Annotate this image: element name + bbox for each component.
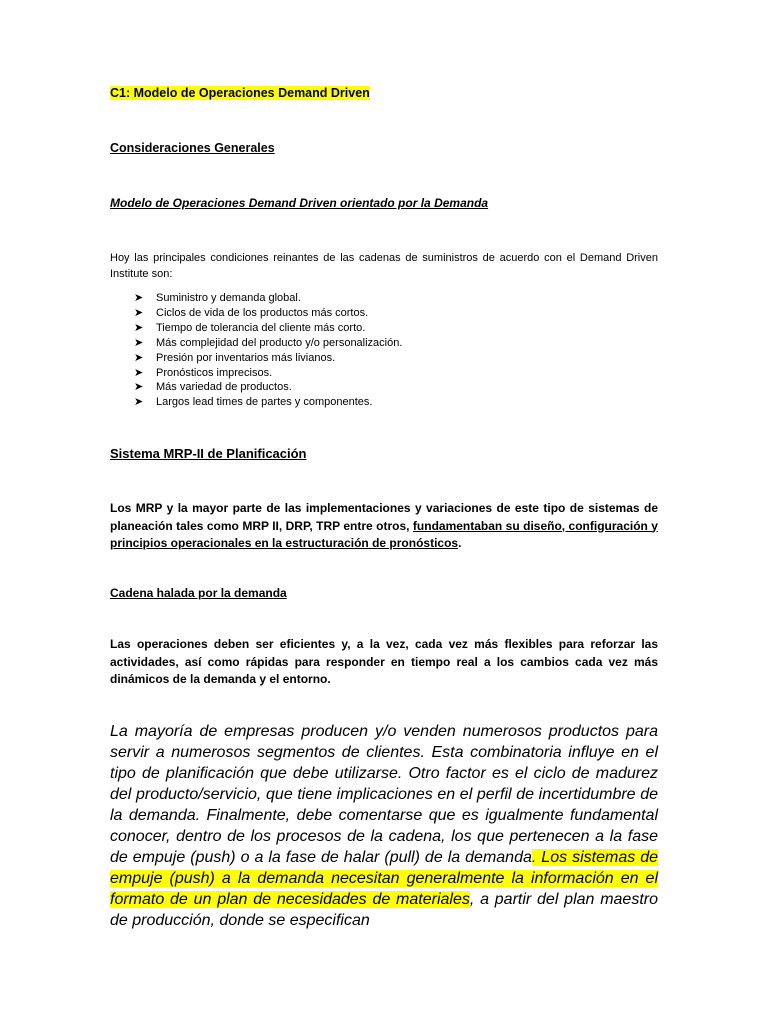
heading-sistema-mrp: Sistema MRP-II de Planificación [110, 446, 307, 461]
list-item: ➤ Largos lead times de partes y componentes. [134, 396, 373, 409]
highlighted-text: . Los sistemas de empuje (push) a la demanda necesitan generalmente la información en el formato de un plan de necesidades de materiales [110, 849, 659, 908]
document-title [110, 86, 658, 100]
arrowhead-bullet-icon: ➤ [134, 396, 144, 409]
planning-paragraph: La mayoría de empresas producen y/o venden numerosos productos para servir a numerosos segmentos de clientes. Esta combinatoria influye en el tipo de planificación que debe utilizarse. Otro factor es el ciclo de madurez del producto/servicio, que tiene implicaciones en el perfil de incertidumbre de la demanda. Finalmente, debe comentarse que es igualmente fundamental conocer, dentro de los procesos de la cadena, los que pertenecen a la fase de empuje (push) o a la fase de halar (pull) de la demanda. Los sistemas de empuje (push) a la demanda necesitan generalmente la información en el formato de un plan de necesidades de materiales, a partir del plan maestro de producción, donde se especifican [110, 723, 659, 929]
arrowhead-bullet-icon: ➤ [134, 321, 144, 334]
conditions-list [110, 291, 658, 410]
arrowhead-bullet-icon: ➤ [134, 366, 144, 379]
heading-modelo: Modelo de Operaciones Demand Driven orientado por la Demanda [110, 196, 489, 210]
list-item: ➤ Presión por inventarios más livianos. [134, 351, 336, 364]
arrowhead-bullet-icon: ➤ [134, 292, 144, 304]
list-item: ➤ Más complejidad del producto y/o personalización. [134, 336, 403, 349]
list-item: ➤ Más variedad de productos. [134, 381, 292, 394]
title-highlight: C1: Modelo de Operaciones Demand Driven [110, 86, 370, 100]
mrp-paragraph: Los MRP y la mayor parte de las implementaciones y variaciones de este tipo de sistemas de planeación tales como MRP II, DRP, TRP entre otros, fundamentaban su diseño, configuración y principios operacionales en la estructuración de pronósticos. [110, 501, 658, 550]
list-item: ➤ Pronósticos imprecisos. [134, 366, 273, 379]
arrowhead-bullet-icon: ➤ [134, 381, 144, 394]
mrp-underlined-text: fundamentaban su diseño, configuración y principios operacionales en la estructuración de pronósticos [110, 518, 658, 550]
list-item: ➤ Ciclos de vida de los productos más cortos. [134, 306, 369, 319]
arrowhead-bullet-icon: ➤ [134, 351, 144, 364]
list-item: ➤ Suministro y demanda global. [134, 292, 301, 304]
list-item: ➤ Tiempo de tolerancia del cliente más corto. [134, 321, 366, 334]
heading-consideraciones: Consideraciones Generales [110, 141, 275, 155]
arrowhead-bullet-icon: ➤ [134, 336, 144, 349]
arrowhead-bullet-icon: ➤ [134, 306, 144, 319]
intro-paragraph: Hoy las principales condiciones reinantes de las cadenas de suministros de acuerdo con el Demand Driven Institute son: [110, 252, 658, 280]
operations-paragraph: Las operaciones deben ser eficientes y, a la vez, cada vez más flexibles para reforzar las actividades, así como rápidas para responder en tiempo real a los cambios cada vez más dinámicos de la demanda y el entorno. [110, 637, 658, 686]
heading-cadena-halada: Cadena halada por la demanda [110, 586, 287, 600]
